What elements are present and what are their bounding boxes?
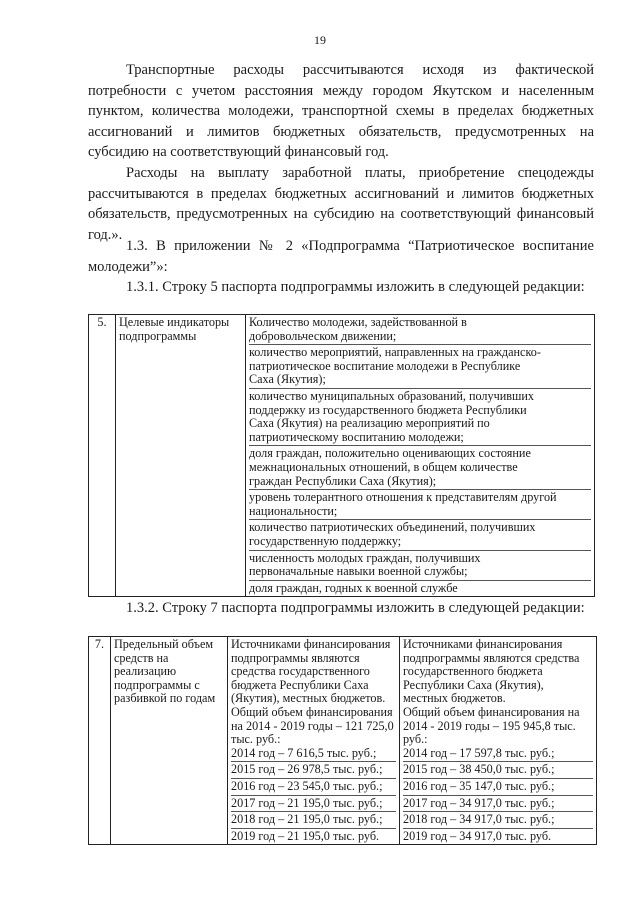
text-line: на 2014 - 2019 годы – 121 725,0 xyxy=(231,718,394,733)
row-label: Целевые индикаторы подпрограммы xyxy=(116,315,246,597)
row-number: 7. xyxy=(89,637,111,845)
row-number: 5. xyxy=(89,315,116,597)
text-line: уровень толерантного отношения к представителям другой xyxy=(249,490,557,505)
text-line: Саха (Якутия) на реализацию мероприятий по xyxy=(249,416,490,431)
indicator-item xyxy=(249,390,591,446)
text-line: местных бюджетов. xyxy=(403,691,506,706)
text-line: подпрограммы являются xyxy=(231,650,360,665)
indicator-item xyxy=(249,521,591,550)
text-line: количество мероприятий, направленных на гражданско- xyxy=(249,345,541,360)
indicators-list xyxy=(246,315,595,597)
text-line: 2015 год – 26 978,5 тыс. руб.; xyxy=(231,762,383,777)
page-number: 19 xyxy=(314,33,326,47)
text-line: Саха (Якутия); xyxy=(249,372,326,387)
text-line: Источниками финансирования xyxy=(231,637,391,651)
funding-year xyxy=(231,797,396,813)
text-line: Республики Саха (Якутия), xyxy=(403,677,544,692)
funding-year xyxy=(403,813,593,829)
text-line: 2019 год – 21 195,0 тыс. руб. xyxy=(231,828,380,843)
text-line: 2014 год – 17 597,8 тыс. руб.; xyxy=(403,745,555,760)
text-line: Источниками финансирования xyxy=(403,637,563,651)
funding-year xyxy=(403,797,593,813)
text-line: патриотическое воспитание молодежи в Республике xyxy=(249,358,521,373)
text-line: руб.: xyxy=(403,732,428,747)
text-line: первоначальные навыки военной службы; xyxy=(249,564,468,579)
text-line: государственного бюджета xyxy=(403,664,543,679)
text-line: 2014 год – 7 616,5 тыс. руб.; xyxy=(231,745,377,760)
paragraph-item-1-3-2: 1.3.2. Строку 7 паспорта подпрограммы изложить в следующей редакции: xyxy=(126,600,585,616)
text-line: количество патриотических объединений, получивших xyxy=(249,520,536,535)
passport-row-7-table xyxy=(88,636,597,845)
text-line: государственную поддержку; xyxy=(249,533,402,548)
funding-year xyxy=(231,813,396,829)
text-line: доля граждан, годных к военной службе xyxy=(249,580,458,595)
funding-year xyxy=(403,763,593,779)
text-line: Количество молодежи, задействованной в xyxy=(249,315,467,329)
text-line: 2016 год – 35 147,0 тыс. руб.; xyxy=(403,778,555,793)
text-line: добровольческом движении; xyxy=(249,328,397,343)
text-line: 2018 год – 21 195,0 тыс. руб.; xyxy=(231,812,383,827)
indicator-item xyxy=(249,346,591,389)
text-line: средства государственного xyxy=(231,664,370,679)
funding-year xyxy=(231,780,396,796)
funding-year xyxy=(403,780,593,796)
text-line: национальности; xyxy=(249,503,338,518)
label-line: реализацию xyxy=(114,664,177,679)
text-line: бюджета Республики Саха xyxy=(231,677,369,692)
funding-year xyxy=(231,830,396,844)
indicator-item xyxy=(249,552,591,581)
text-line: 2019 год – 34 917,0 тыс. руб. xyxy=(403,828,552,843)
text-line: 2017 год – 34 917,0 тыс. руб.; xyxy=(403,795,555,810)
text-line: 2015 год – 38 450,0 тыс. руб.; xyxy=(403,762,555,777)
text-line: 2016 год – 23 545,0 тыс. руб.; xyxy=(231,778,383,793)
passport-row-5-table xyxy=(88,314,595,597)
table-row xyxy=(89,315,595,597)
text-line: численность молодых граждан, получивших xyxy=(249,550,481,565)
new-funding-text xyxy=(400,637,597,845)
text-line: подпрограммы являются средства xyxy=(403,650,580,665)
table-row xyxy=(89,637,597,845)
funding-source xyxy=(403,638,593,706)
funding-year xyxy=(403,830,593,844)
row-label xyxy=(111,637,228,845)
text-line: поддержку из государственного бюджета Республики xyxy=(249,402,527,417)
text-line: доля граждан, положительно оценивающих состояние xyxy=(249,446,531,461)
text-line: 2017 год – 21 195,0 тыс. руб.; xyxy=(231,795,383,810)
text-line: Общий объем финансирования xyxy=(231,704,393,719)
text-line: тыс. руб.: xyxy=(231,732,281,747)
funding-year xyxy=(231,763,396,779)
text-line: 2014 - 2019 годы – 195 945,8 тыс. xyxy=(403,718,576,733)
funding-year xyxy=(403,747,593,763)
paragraph-item-1-3: 1.3. В приложении № 2 «Подпрограмма “Патриотическое воспитание молодежи”»: xyxy=(88,238,594,275)
text-line: граждан Республики Саха (Якутия); xyxy=(249,473,437,488)
text-line: Общий объем финансирования на xyxy=(403,704,580,719)
label-line: подпрограммы с xyxy=(114,677,200,692)
label-line: Предельный объем xyxy=(114,637,214,651)
text-line: 2018 год – 34 917,0 тыс. руб.; xyxy=(403,812,555,827)
label-line: разбивкой по годам xyxy=(114,691,216,706)
text-line: патриотическому воспитанию молодежи; xyxy=(249,429,464,444)
indicator-item xyxy=(249,447,591,490)
indicator-item xyxy=(249,491,591,520)
paragraph-item-1-3-1: 1.3.1. Строку 5 паспорта подпрограммы изложить в следующей редакции: xyxy=(126,279,585,295)
funding-source xyxy=(231,638,396,706)
paragraph-transport-costs: Транспортные расходы рассчитываются исходя из фактической потребности с учетом расстояния между городом Якутском и населенным пунктом, количества молодежи, транспортной схемы в пределах бюджетных ассигнований и лимитов бюджетных обязательств, предусмотренных на субсидию на соответствующий финансовый год. xyxy=(88,62,594,160)
indicator-item xyxy=(249,582,591,596)
funding-total xyxy=(403,706,593,747)
text-line: количество муниципальных образований, получивших xyxy=(249,388,534,403)
indicator-item xyxy=(249,316,591,345)
label-line: средств на xyxy=(114,650,169,665)
funding-total xyxy=(231,706,396,747)
paragraph-salary-costs: Расходы на выплату заработной платы, приобретение спецодежды рассчитываются в пределах бюджетных ассигнований и лимитов бюджетных обязательств, предусмотренных на субсидию на соответствующий финансовый год.». xyxy=(88,165,594,243)
text-line: (Якутия), местных бюджетов. xyxy=(231,691,386,706)
old-funding-text xyxy=(228,637,400,845)
funding-year xyxy=(231,747,396,763)
text-line: межнациональных отношений, в общем количестве xyxy=(249,459,518,474)
